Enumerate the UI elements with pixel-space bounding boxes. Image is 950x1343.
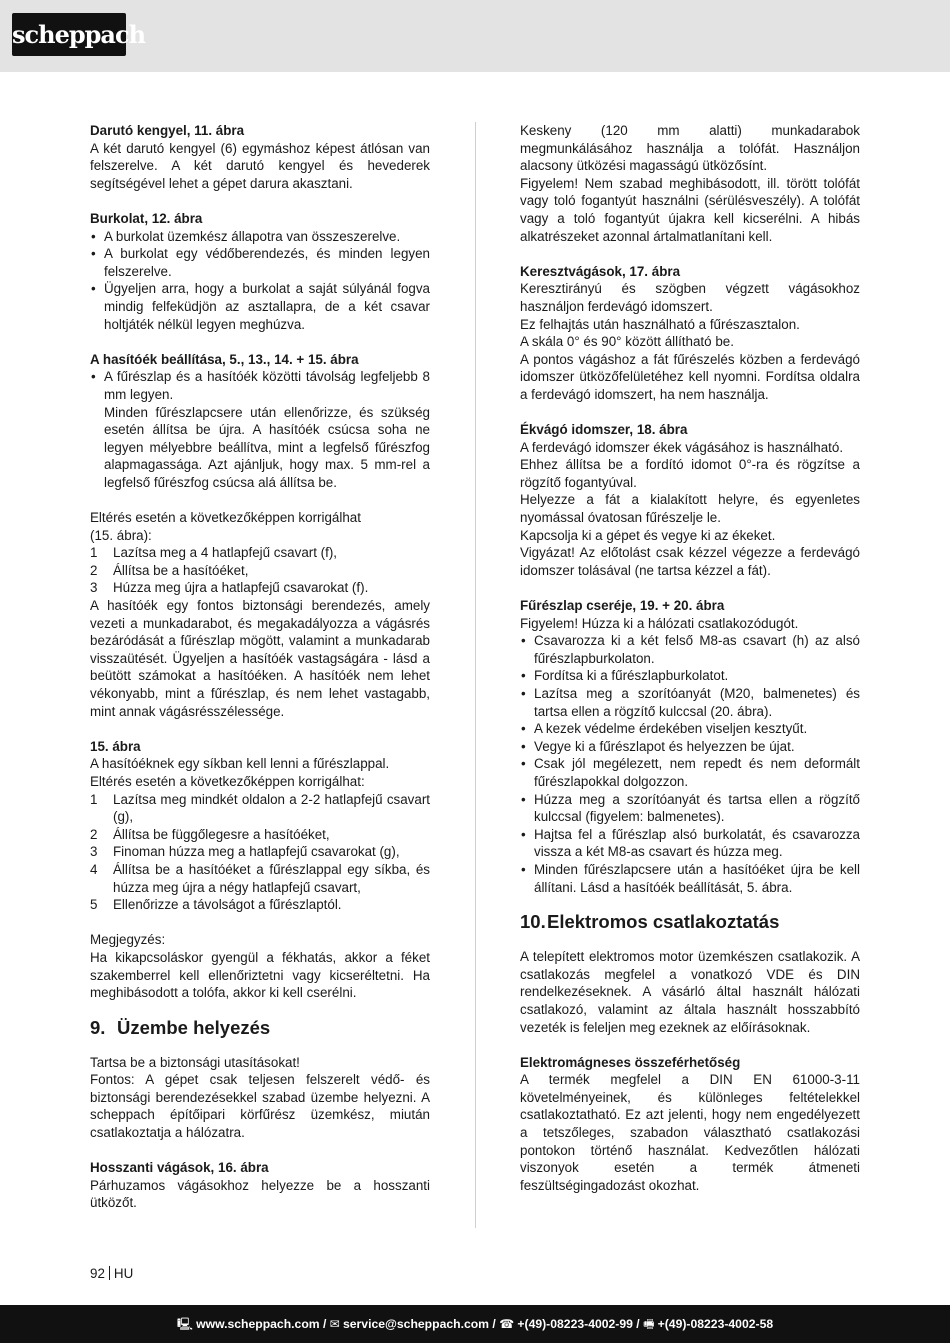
paragraph: A pontos vágáshoz a fát fűrészelés közben a ferdevágó idomszer ütközőfelületéhez kell nyomni. Fordítsa oldalra a ferdevágó idomszert, ha nem használja. bbox=[520, 351, 860, 402]
header-band bbox=[0, 0, 950, 72]
list-item: • Vegye ki a fűrészlapot és helyezzen be újat. bbox=[520, 738, 860, 756]
section-heading: Fűrészlap cseréje, 19. + 20. ábra bbox=[520, 598, 725, 614]
step-number: 5 bbox=[90, 897, 98, 913]
email-link[interactable]: service@scheppach.com bbox=[343, 1317, 490, 1331]
page-number-value: 92 bbox=[90, 1266, 105, 1281]
fax-number: +(49)-08223-4002-58 bbox=[657, 1317, 774, 1331]
list-item bbox=[90, 861, 430, 896]
paragraph: (15. ábra): bbox=[90, 527, 152, 543]
step-number: 3 bbox=[90, 580, 98, 596]
paragraph: A termék megfelel a DIN EN 61000-3-11 követelményeinek, és különleges feltételekkel csatlakoztatható. Ez azt jelenti, hogy nem engedélyezett a tetszőleges, szabadon választható csatlakozási pontokon történő használat. Kedvezőtlen hálózati viszonyok esetén a termék átmeneti feszültségingadozást okozhat. bbox=[520, 1072, 860, 1193]
contact-bar bbox=[0, 1305, 950, 1343]
list-item-continuation: Minden fűrészlapcsere után ellenőrizze, és szükség esetén állítsa be újra. A hasítóék csúcsa soha ne legyen mélyebbre beállítva, mint a legfelső fűrészfog alapmagassága. Azt ajánljuk, hogy max. 5 mm-rel a legfelső fűrészfog csúcsa alá állítsa be. bbox=[104, 404, 430, 490]
separator: / bbox=[632, 1317, 644, 1331]
section-heading: A hasítóék beállítása, 5., 13., 14. + 15. ábra bbox=[90, 351, 359, 367]
paragraph: Kapcsolja ki a gépet és vegye ki az ékeket. bbox=[520, 527, 776, 543]
step-text: Ellenőrizze a távolságot a fűrészlaptól. bbox=[113, 897, 342, 913]
paragraph: Figyelem! Húzza ki a hálózati csatlakozódugót. bbox=[520, 615, 799, 631]
right-column bbox=[520, 122, 860, 1194]
chapter-number: 10. bbox=[520, 911, 546, 933]
section-heading: Ékvágó idomszer, 18. ábra bbox=[520, 422, 688, 438]
step-number: 3 bbox=[90, 844, 98, 860]
step-number: 1 bbox=[90, 791, 98, 807]
list-item: • Húzza meg a szorítóanyát és tartsa ellen a rögzítő kulccsal (figyelem: balmenetes). bbox=[520, 791, 860, 826]
list-item: • Csavarozza ki a két felső M8-as csavart (h) az alsó fűrészlapburkolaton. bbox=[520, 632, 860, 667]
mail-icon: ✉ bbox=[329, 1317, 340, 1331]
paragraph: A két darutó kengyel (6) egymáshoz képest átlósan van felszerelve. A két darutó kengyel és hevederek segítségével lehet a gépet darura akasztani. bbox=[90, 140, 430, 191]
list-item: • Lazítsa meg a szorítóanyát (M20, balmenetes) és tartsa ellen a rögzítő kulccsal (20. ábra). bbox=[520, 685, 860, 720]
paragraph: Figyelem! Nem szabad meghibásodott, ill. törött tolófát vagy toló fogantyút használni (sérülésveszély). A tolófát vagy a toló fogantyút újakra kell kicserélni. A hibás alkatrészeket azonnal ártalmatlanítani kell. bbox=[520, 175, 860, 244]
step-number: 2 bbox=[90, 562, 98, 578]
list-item bbox=[90, 368, 430, 491]
paragraph: Ehhez állítsa be a fordító idomot 0°-ra és rögzítse a rögzítő fogantyúval. bbox=[520, 457, 860, 490]
paragraph: A telepített elektromos motor üzemkészen csatlakozik. A csatlakozás megfelel a vonatkozó VDE és DIN rendelkezéseknek. A vásárló által használt hálózati csatlakozó, valamint az általa használt hosszabbító vezeték is feleljen meg ezeknek az előírásoknak. bbox=[520, 949, 860, 1035]
list-item: • Minden fűrészlapcsere után a hasítóéket újra be kell állítani. Lásd a hasítóék beállítását, 5. ábra. bbox=[520, 861, 860, 896]
list-item bbox=[90, 896, 430, 914]
list-item: • Ügyeljen arra, hogy a burkolat a saját súlyánál fogva mindig felfeküdjön az asztallapra, de a két csavar holtjáték nélkül legyen meghúzva. bbox=[90, 280, 430, 333]
bullet-list bbox=[90, 368, 430, 491]
numbered-list bbox=[90, 791, 430, 914]
step-text: Lazítsa meg a 4 hatlapfejű csavart (f), bbox=[113, 545, 338, 561]
list-item bbox=[90, 562, 430, 580]
step-text: Állítsa be a hasítóéket a fűrészlappal egy síkba, és húzza meg újra a négy hatlapfejű csavart, bbox=[113, 861, 430, 895]
column-divider bbox=[475, 122, 476, 1228]
language-code: HU bbox=[113, 1266, 134, 1281]
separator: / bbox=[489, 1317, 500, 1331]
section-heading: Keresztvágások, 17. ábra bbox=[520, 263, 681, 279]
section-heading: Darutó kengyel, 11. ábra bbox=[90, 123, 245, 138]
paragraph: Helyezze a fát a kialakított helyre, és egyenletes nyomással óvatosan fűrészelje le. bbox=[520, 492, 860, 526]
paragraph: Ha kikapcsoláskor gyengül a fékhatás, akkor a féket szakemberrel kell ellenőriztetni vagy kicseréltetni. Ha meghibásodott a tolófa, akkor ki kell cserélni. bbox=[90, 949, 430, 1001]
step-text: Állítsa be a hasítóéket, bbox=[113, 562, 249, 578]
step-number: 2 bbox=[90, 826, 98, 842]
paragraph: Párhuzamos vágásokhoz helyezze be a hosszanti ütközőt. bbox=[90, 1177, 430, 1211]
paragraph: Fontos: A gépet csak teljesen felszerelt védő- és biztonsági berendezésekkel szabad üzembe helyezni. A scheppach építőipari körfűrész üzemkész, miután csatlakoztatja a hálózatra. bbox=[90, 1072, 430, 1141]
paragraph: Keskeny (120 mm alatti) munkadarabok megmunkálásához használja a tolófát. Használjon alacsony ütközési magasságú ütközősínt. bbox=[520, 123, 860, 174]
list-item bbox=[90, 826, 430, 844]
paragraph: A skála 0° és 90° között állítható be. bbox=[520, 334, 734, 350]
list-item bbox=[90, 791, 430, 826]
fax-icon: 🖷 bbox=[643, 1317, 655, 1331]
list-item: • Fordítsa ki a fűrészlapburkolatot. bbox=[520, 667, 860, 685]
paragraph: A ferdevágó idomszer ékek vágásához is használható. bbox=[520, 439, 844, 455]
left-column bbox=[90, 122, 430, 1212]
paragraph: A hasítóéknek egy síkban kell lenni a fűrészlappal. bbox=[90, 756, 390, 772]
note-label: Megjegyzés: bbox=[90, 932, 166, 948]
chapter-number: 9. bbox=[90, 1016, 106, 1038]
section-heading: Burkolat, 12. ábra bbox=[90, 210, 203, 226]
list-item: • A burkolat üzemkész állapotra van összeszerelve. bbox=[90, 228, 430, 246]
list-item: • Csak jól megélezett, nem repedt és nem deformált fűrészlapokkal dolgozzon. bbox=[520, 755, 860, 790]
paragraph: Eltérés esetén a következőképpen korrigálhat bbox=[90, 510, 361, 526]
computer-icon: 🖳 bbox=[176, 1317, 194, 1331]
paragraph: Keresztirányú és szögben végzett vágásokhoz használjon ferdevágó idomszert. bbox=[520, 281, 860, 314]
paragraph: Tartsa be a biztonsági utasításokat! bbox=[90, 1054, 300, 1070]
step-text: Állítsa be függőlegesre a hasítóéket, bbox=[113, 826, 330, 842]
list-item: • Hajtsa fel a fűrészlap alsó burkolatát, és csavarozza vissza a két M8-as csavart és húzza meg. bbox=[520, 826, 860, 861]
list-item bbox=[90, 843, 430, 861]
paragraph: A hasítóék egy fontos biztonsági berendezés, amely vezeti a munkadarabot, és megakadályozza a vágásrés bezáródását a fűrészlap mögött, valamint a munkadarab visszaütését. Ügyeljen a hasítóék vastagságára - lásd a beütött számokat a hasítóéken. A hasítóék nem lehet vékonyabb, mint a fűrészlap, és nem lehet vastagabb, mint annak vágásrésszélessége. bbox=[90, 598, 430, 719]
list-item bbox=[90, 579, 430, 597]
section-heading: 15. ábra bbox=[90, 738, 141, 754]
section-heading: Elektromágneses összeférhetőség bbox=[520, 1054, 741, 1070]
step-text: Finoman húzza meg a hatlapfejű csavarokat (g), bbox=[113, 844, 400, 860]
page-separator bbox=[109, 1266, 110, 1280]
step-number: 4 bbox=[90, 861, 98, 877]
website-link[interactable]: www.scheppach.com bbox=[196, 1317, 320, 1331]
step-number: 1 bbox=[90, 545, 98, 561]
paragraph: Ez felhajtás után használható a fűrészasztalon. bbox=[520, 316, 800, 332]
step-text: Lazítsa meg mindkét oldalon a 2-2 hatlapfejű csavart (g), bbox=[113, 791, 430, 825]
paragraph: Vigyázat! Az előtolást csak kézzel végezze a ferdevágó idomszer tolásával (ne tartsa kézzel a fát). bbox=[520, 545, 860, 578]
list-item: • A kezek védelme érdekében viseljen kesztyűt. bbox=[520, 720, 860, 738]
chapter-title: Üzembe helyezés bbox=[117, 1016, 271, 1038]
section-heading: Hosszanti vágások, 16. ábra bbox=[90, 1160, 269, 1176]
phone-number: +(49)-08223-4002-99 bbox=[517, 1317, 633, 1331]
step-text: Húzza meg újra a hatlapfejű csavarokat (f). bbox=[113, 580, 369, 596]
chapter-heading bbox=[90, 1016, 430, 1040]
list-item: • A burkolat egy védőberendezés, és minden legyen felszerelve. bbox=[90, 245, 430, 280]
list-item-text: A fűrészlap és a hasítóék közötti távolság legfeljebb 8 mm legyen. bbox=[104, 369, 430, 402]
chapter-title: Elektromos csatlakoztatás bbox=[547, 911, 780, 933]
bullet-list bbox=[90, 228, 430, 334]
numbered-list bbox=[90, 544, 430, 597]
chapter-heading bbox=[520, 910, 860, 934]
bullet-list bbox=[520, 632, 860, 896]
list-item bbox=[90, 544, 430, 562]
phone-icon: ☎ bbox=[499, 1317, 515, 1331]
scheppach-logo: scheppach bbox=[12, 13, 126, 56]
page-number bbox=[90, 1266, 133, 1281]
separator: / bbox=[319, 1317, 330, 1331]
paragraph: Eltérés esetén a következőképpen korrigálhat: bbox=[90, 773, 365, 789]
